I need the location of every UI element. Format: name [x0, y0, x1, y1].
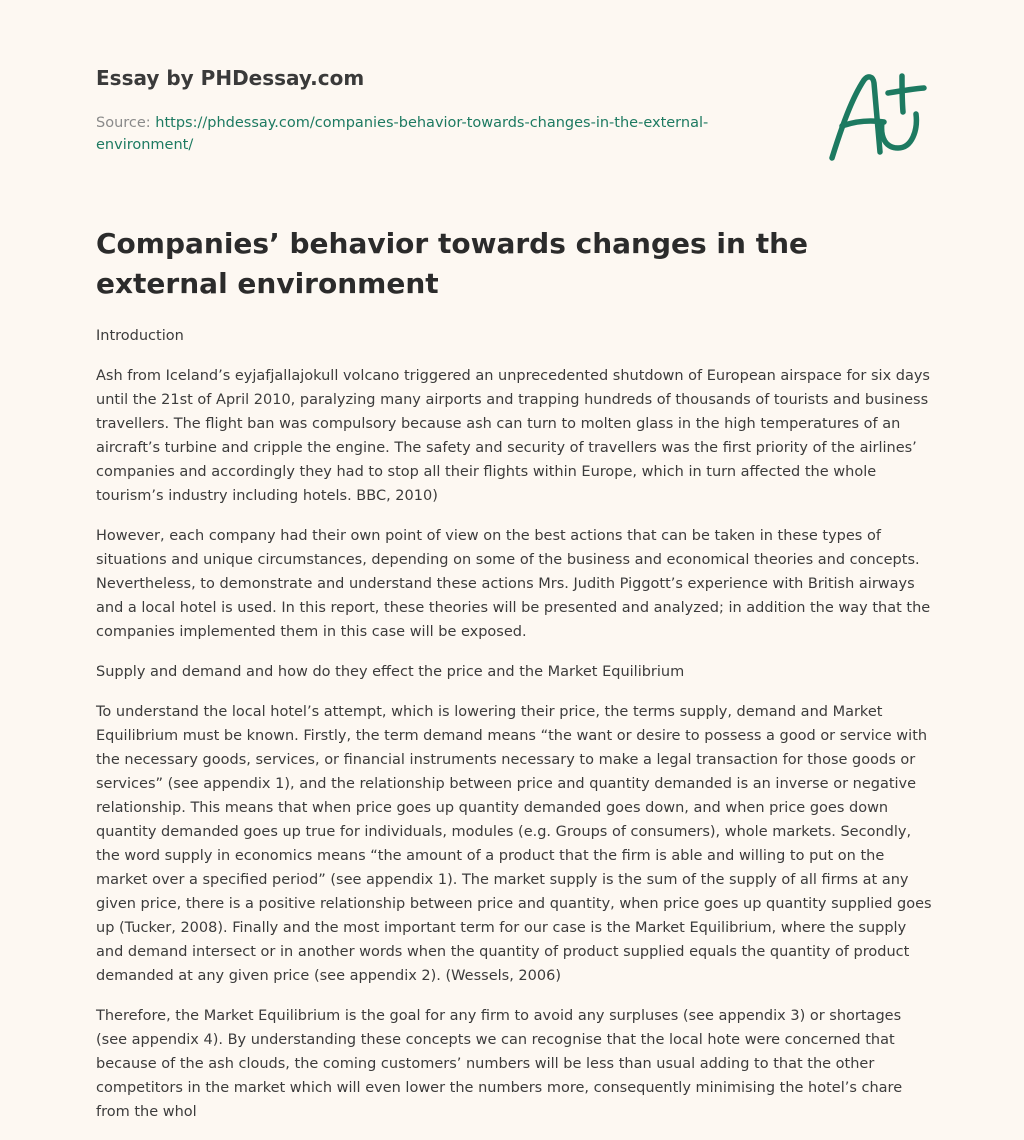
a-plus-logo — [820, 66, 930, 166]
site-title: Essay by PHDessay.com — [96, 66, 365, 90]
source-label: Source: — [96, 115, 151, 131]
paragraph: Ash from Iceland’s eyjafjallajokull volcano triggered an unprecedented shutdown of European airspace for six days until the 21st of April 2010, paralyzing many airports and trapping hundreds of thousands of tourists and business travellers. The flight ban was compulsory because ash can turn to molten glass in the high temperatures of an aircraft’s turbine and cripple the engine. The safety and security of travellers was the first priority of the airlines’ companies and accordingly they had to stop all their flights within Europe, which in turn affected the whole tourism’s industry including hotels. BBC, 2010) — [96, 368, 930, 504]
section-heading-supply-demand: Supply and demand and how do they effect the price and the Market Equilibrium — [96, 664, 685, 680]
source-line — [96, 112, 756, 156]
article-title: Companies’ behavior towards changes in the external environment — [96, 227, 809, 300]
source-link[interactable]: https://phdessay.com/companies-behavior-towards-changes-in-the-external-environment/ — [96, 115, 709, 153]
article-body — [96, 324, 932, 1140]
paragraph: To understand the local hotel’s attempt, which is lowering their price, the terms supply, demand and Market Equilibrium must be known. Firstly, the term demand means “the want or desire to possess a good or service with the necessary goods, services, or financial instruments necessary to make a legal transaction for those goods or services” (see appendix 1), and the relationship between price and quantity demanded is an inverse or negative relationship. This means that when price goes up quantity demanded goes down, and when price goes down quantity demanded goes up true for individuals, modules (e.g. Groups of consumers), whole markets. Secondly, the word supply in economics means “the amount of a product that the firm is able and willing to put on the market over a specified period” (see appendix 1). The market supply is the sum of the supply of all firms at any given price, there is a positive relationship between price and quantity, when price goes up quantity supplied goes up (Tucker, 2008). Finally and the most important term for our case is the Market Equilibrium, where the supply and demand intersect or in another words when the quantity of product supplied equals the quantity of product demanded at any given price (see appendix 2). (Wessels, 2006) — [96, 704, 932, 984]
paragraph: However, each company had their own point of view on the best actions that can be taken in these types of situations and unique circumstances, depending on some of the business and economical theories and concepts. Nevertheless, to demonstrate and understand these actions Mrs. Judith Piggott’s experience with British airways and a local hotel is used. In this report, these theories will be presented and analyzed; in addition the way that the companies implemented them in this case will be exposed. — [96, 528, 931, 640]
paragraph: Therefore, the Market Equilibrium is the goal for any firm to avoid any surpluses (see appendix 3) or shortages (see appendix 4). By understanding these concepts we can recognise that the local hote were concerned that because of the ash clouds, the coming customers’ numbers will be less than usual adding to that the other competitors in the market which will even lower the numbers more, consequently minimising the hotel’s chare from the whol — [96, 1008, 903, 1120]
section-heading-introduction: Introduction — [96, 328, 184, 344]
